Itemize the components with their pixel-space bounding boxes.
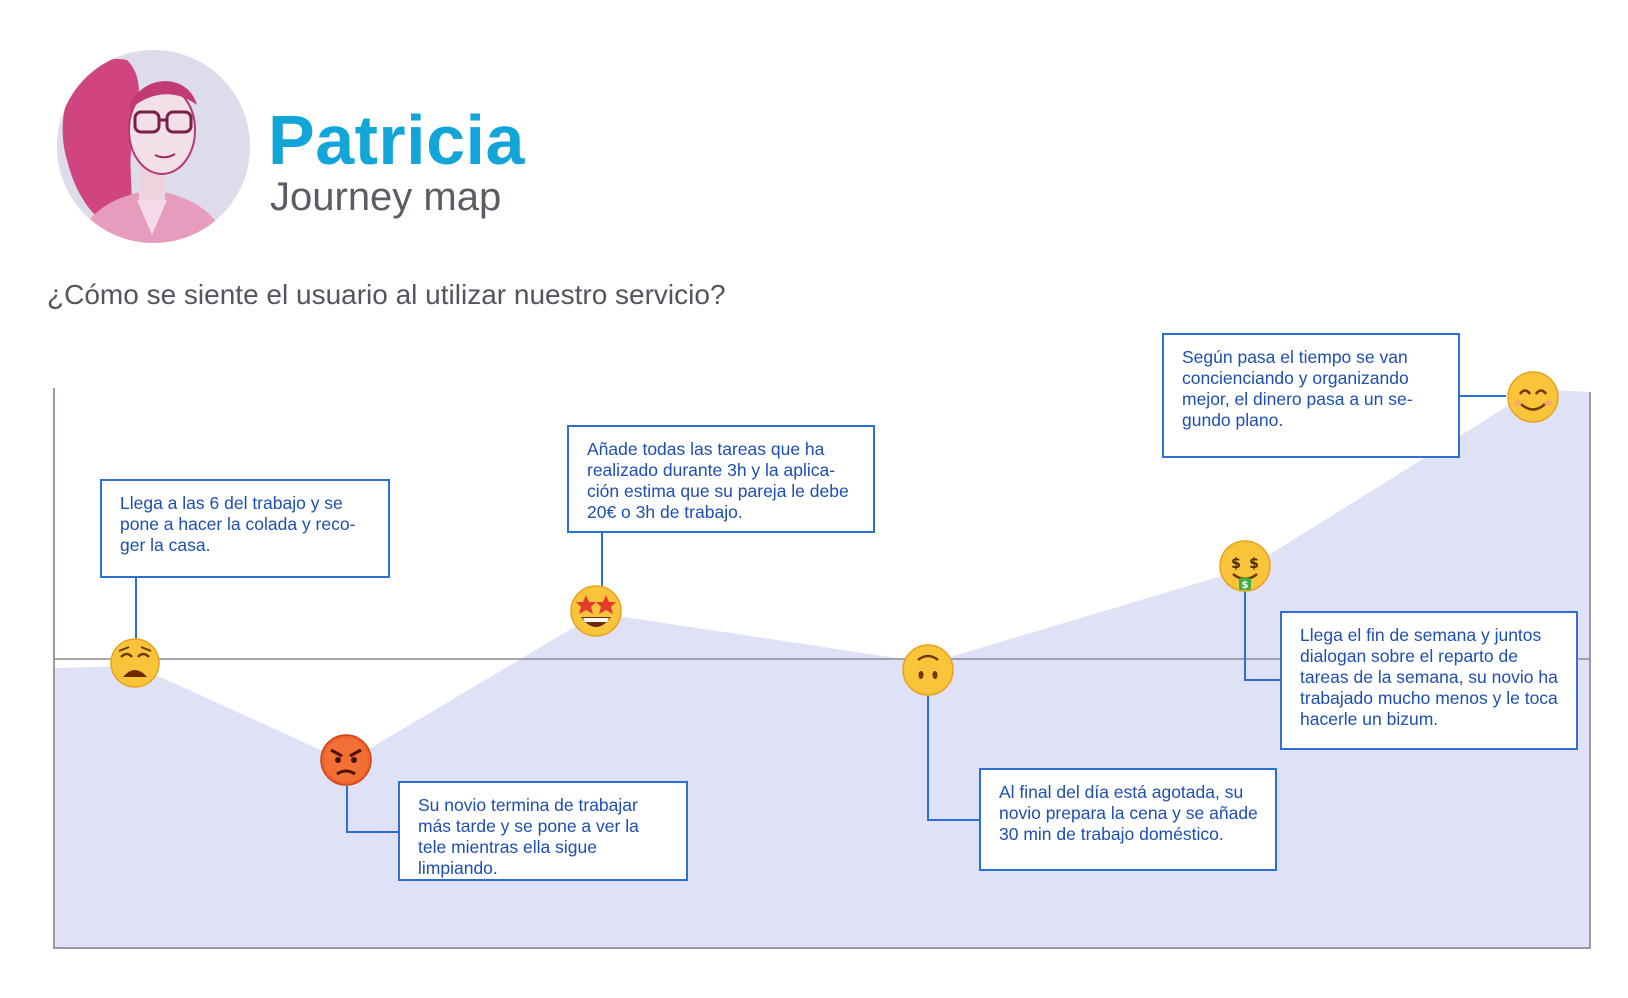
- stage-3-note: Añade todas las tareas que ha realizado durante 3h y la aplica-ción estima que su pareja le debe 20€ o 3h de trabajo.: [567, 425, 875, 533]
- page-subtitle: Journey map: [270, 175, 502, 219]
- persona-name: Patricia: [268, 101, 525, 179]
- stage-4-note: Al final del día está agotada, su novio prepara la cena y se añade 30 min de trabajo doméstico.: [979, 768, 1277, 871]
- stage-6-note: Según pasa el tiempo se van concienciando y organizando mejor, el dinero pasa a un se-gundo plano.: [1162, 333, 1460, 458]
- svg-text:$: $: [1241, 580, 1249, 591]
- svg-text:$: $: [1231, 556, 1241, 572]
- weary-face-icon: [111, 639, 159, 687]
- angry-face-icon: [321, 735, 371, 785]
- money-mouth-face-icon: [1220, 541, 1270, 591]
- smiling-face-icon: [1508, 372, 1558, 422]
- upside-down-face-icon: [903, 645, 953, 695]
- journey-question: ¿Cómo se siente el usuario al utilizar nuestro servicio?: [47, 279, 726, 310]
- star-struck-face-icon: [571, 586, 621, 636]
- svg-text:$: $: [1249, 556, 1259, 572]
- stage-2-note: Su novio termina de trabajar más tarde y se pone a ver la tele mientras ella sigue limpiando.: [398, 781, 688, 881]
- stage-1-note: Llega a las 6 del trabajo y se pone a hacer la colada y reco-ger la casa.: [100, 479, 390, 578]
- stage-5-note: Llega el fin de semana y juntos dialogan sobre el reparto de tareas de la semana, su novio ha trabajado mucho menos y le toca hacerle un bizum.: [1280, 611, 1578, 750]
